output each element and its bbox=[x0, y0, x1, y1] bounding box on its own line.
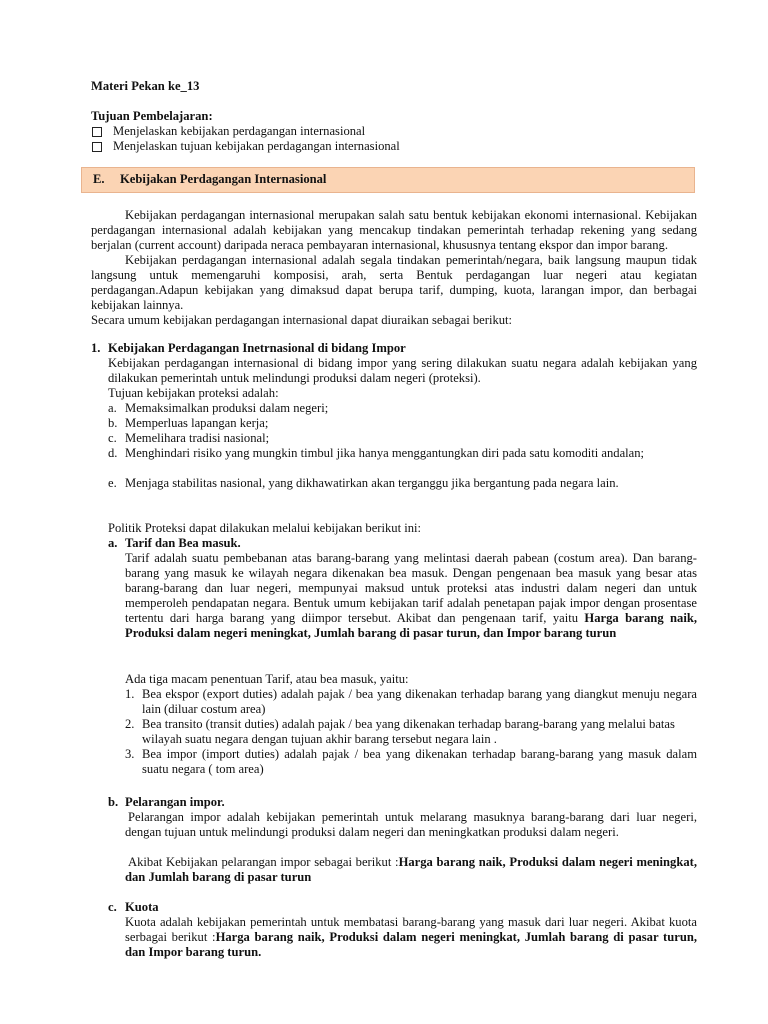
pelarangan-effect bbox=[125, 855, 697, 885]
list-marker: b. bbox=[108, 416, 118, 430]
list-marker: d. bbox=[108, 446, 118, 460]
part-number: 1. bbox=[91, 341, 101, 355]
kuota-text bbox=[125, 915, 697, 960]
intro-paragraph: Kebijakan perdagangan internasional merupakan salah satu bentuk kebijakan ekonomi internasional. Kebijakan perdagangan internasional adalah kebijakan yang mencakup tindakan pemerintah terhadap rekening yang sedang berjalan (current account) daripada neraca pembayaran internasional, khususnya tentang ekspor dan impor barang. bbox=[91, 208, 697, 252]
section-letter: E. bbox=[93, 172, 105, 186]
tarif-body: Tarif adalah suatu pembebanan atas barang-barang yang melintasi daerah pabean (costum area). Dan barang-barang yang masuk ke wilayah negara dikenakan bea masuk. Dengan pengenaan bea masuk yang besar atas barang-barang dan luar negeri, mempunyai maksud untuk proteksi atas industri dalam negeri dan untuk memperoleh pendapatan negara. Bentuk umum kebijakan tarif adalah penetapan pajak impor dengan prosentase tertentu dari harga barang yang diimpor tersebut. Akibat dan pengenaan tarif, yaitu bbox=[125, 551, 697, 625]
kuota-effect: Harga barang naik, Produksi dalam negeri meningkat, Jumlah barang di pasar turun, dan Impor barang turun. bbox=[125, 930, 697, 959]
sub-marker: a. bbox=[108, 536, 118, 550]
pelarangan-text: Pelarangan impor adalah kebijakan pemerintah untuk melarang masuknya barang-barang dari luar negeri, dengan tujuan untuk melindungi produksi dalam negeri dan meningkatkan produksi dalam negeri. bbox=[125, 810, 697, 839]
sub-marker: c. bbox=[108, 900, 117, 914]
kuota-body: Kuota adalah kebijakan pemerintah untuk membatasi barang-barang yang masuk dari luar negeri. Akibat kuota serbagai berikut : bbox=[125, 915, 697, 944]
tarif-text bbox=[125, 551, 697, 641]
objective-item bbox=[91, 124, 365, 139]
objective-text: Menjelaskan kebijakan perdagangan internasional bbox=[113, 124, 366, 138]
sub-heading: Kuota bbox=[125, 900, 159, 914]
list-marker: 1. bbox=[125, 687, 135, 701]
checkbox-icon bbox=[92, 142, 102, 152]
politik-proteksi: Politik Proteksi dapat dilakukan melalui kebijakan berikut ini: bbox=[108, 521, 422, 535]
sub-heading: Pelarangan impor. bbox=[125, 795, 225, 809]
tarif-type-item: Bea transito (transit duties) adalah pajak / bea yang dikenakan terhadap barang-barang yang melalui batas wilayah suatu negara dengan tujuan akhir barang tersebut negara lain . bbox=[142, 717, 675, 746]
purpose-label: Tujuan kebijakan proteksi adalah: bbox=[108, 386, 279, 400]
purpose-item: Memperluas lapangan kerja; bbox=[125, 416, 269, 430]
objectives-title: Tujuan Pembelajaran: bbox=[91, 109, 213, 123]
objective-text: Menjelaskan tujuan kebijakan perdagangan internasional bbox=[113, 139, 400, 153]
sub-marker: b. bbox=[108, 795, 119, 809]
tarif-types-label: Ada tiga macam penentuan Tarif, atau bea masuk, yaitu: bbox=[125, 672, 409, 686]
list-marker: 3. bbox=[125, 747, 135, 761]
section-header bbox=[81, 167, 695, 193]
list-marker: c. bbox=[108, 431, 117, 445]
list-marker: a. bbox=[108, 401, 117, 415]
sub-heading: Tarif dan Bea masuk. bbox=[125, 536, 241, 550]
part-heading: Kebijakan Perdagangan Inetrnasional di bidang Impor bbox=[108, 341, 406, 355]
intro-paragraph: Kebijakan perdagangan internasional adalah segala tindakan pemerintah/negara, baik langsung maupun tidak langsung untuk memengaruhi komposisi, arah, serta Bentuk perdagangan luar negeri atau kegiatan perdagangan.Adapun kebijakan yang dimaksud dapat berupa tarif, dumping, kuota, larangan impor, dan berbagai kebijakan lainnya. bbox=[91, 253, 697, 312]
section-title: Kebijakan Perdagangan Internasional bbox=[120, 172, 327, 186]
checkbox-icon bbox=[92, 127, 102, 137]
part-description: Kebijakan perdagangan internasional di bidang impor yang sering dilakukan suatu negara adalah kebijakan yang dilakukan pemerintah untuk melindungi produksi dalam negeri (proteksi). bbox=[108, 356, 697, 385]
pelarangan-effect-lead: Akibat Kebijakan pelarangan impor sebagai berikut : bbox=[128, 855, 399, 869]
intro-paragraph: Secara umum kebijakan perdagangan internasional dapat diuraikan sebagai berikut: bbox=[91, 313, 513, 327]
pelarangan-effect-bold: Harga barang naik, Produksi dalam negeri meningkat, dan Jumlah barang di pasar turun bbox=[125, 855, 697, 884]
list-marker: e. bbox=[108, 476, 117, 490]
purpose-item: Memaksimalkan produksi dalam negeri; bbox=[125, 401, 329, 415]
purpose-item: Menghindari risiko yang mungkin timbul jika hanya menggantungkan diri pada satu komoditi andalan; bbox=[125, 446, 645, 460]
tarif-type-item: Bea ekspor (export duties) adalah pajak / bea yang dikenakan terhadap barang yang diangkut menuju negara lain (diluar costum area) bbox=[142, 687, 697, 716]
tarif-effect: Harga barang naik, Produksi dalam negeri meningkat, Jumlah barang di pasar turun, dan Impor barang turun bbox=[125, 611, 697, 640]
purpose-item: Memelihara tradisi nasional; bbox=[125, 431, 270, 445]
objective-item bbox=[91, 139, 400, 154]
document-title: Materi Pekan ke_13 bbox=[91, 79, 200, 93]
list-marker: 2. bbox=[125, 717, 135, 731]
purpose-item: Menjaga stabilitas nasional, yang dikhawatirkan akan terganggu jika bergantung pada negara lain. bbox=[125, 476, 619, 490]
intro-text bbox=[91, 208, 697, 328]
tarif-type-item: Bea impor (import duties) adalah pajak / bea yang dikenakan terhadap barang-barang yang masuk dalam suatu negara ( tom area) bbox=[142, 747, 697, 776]
